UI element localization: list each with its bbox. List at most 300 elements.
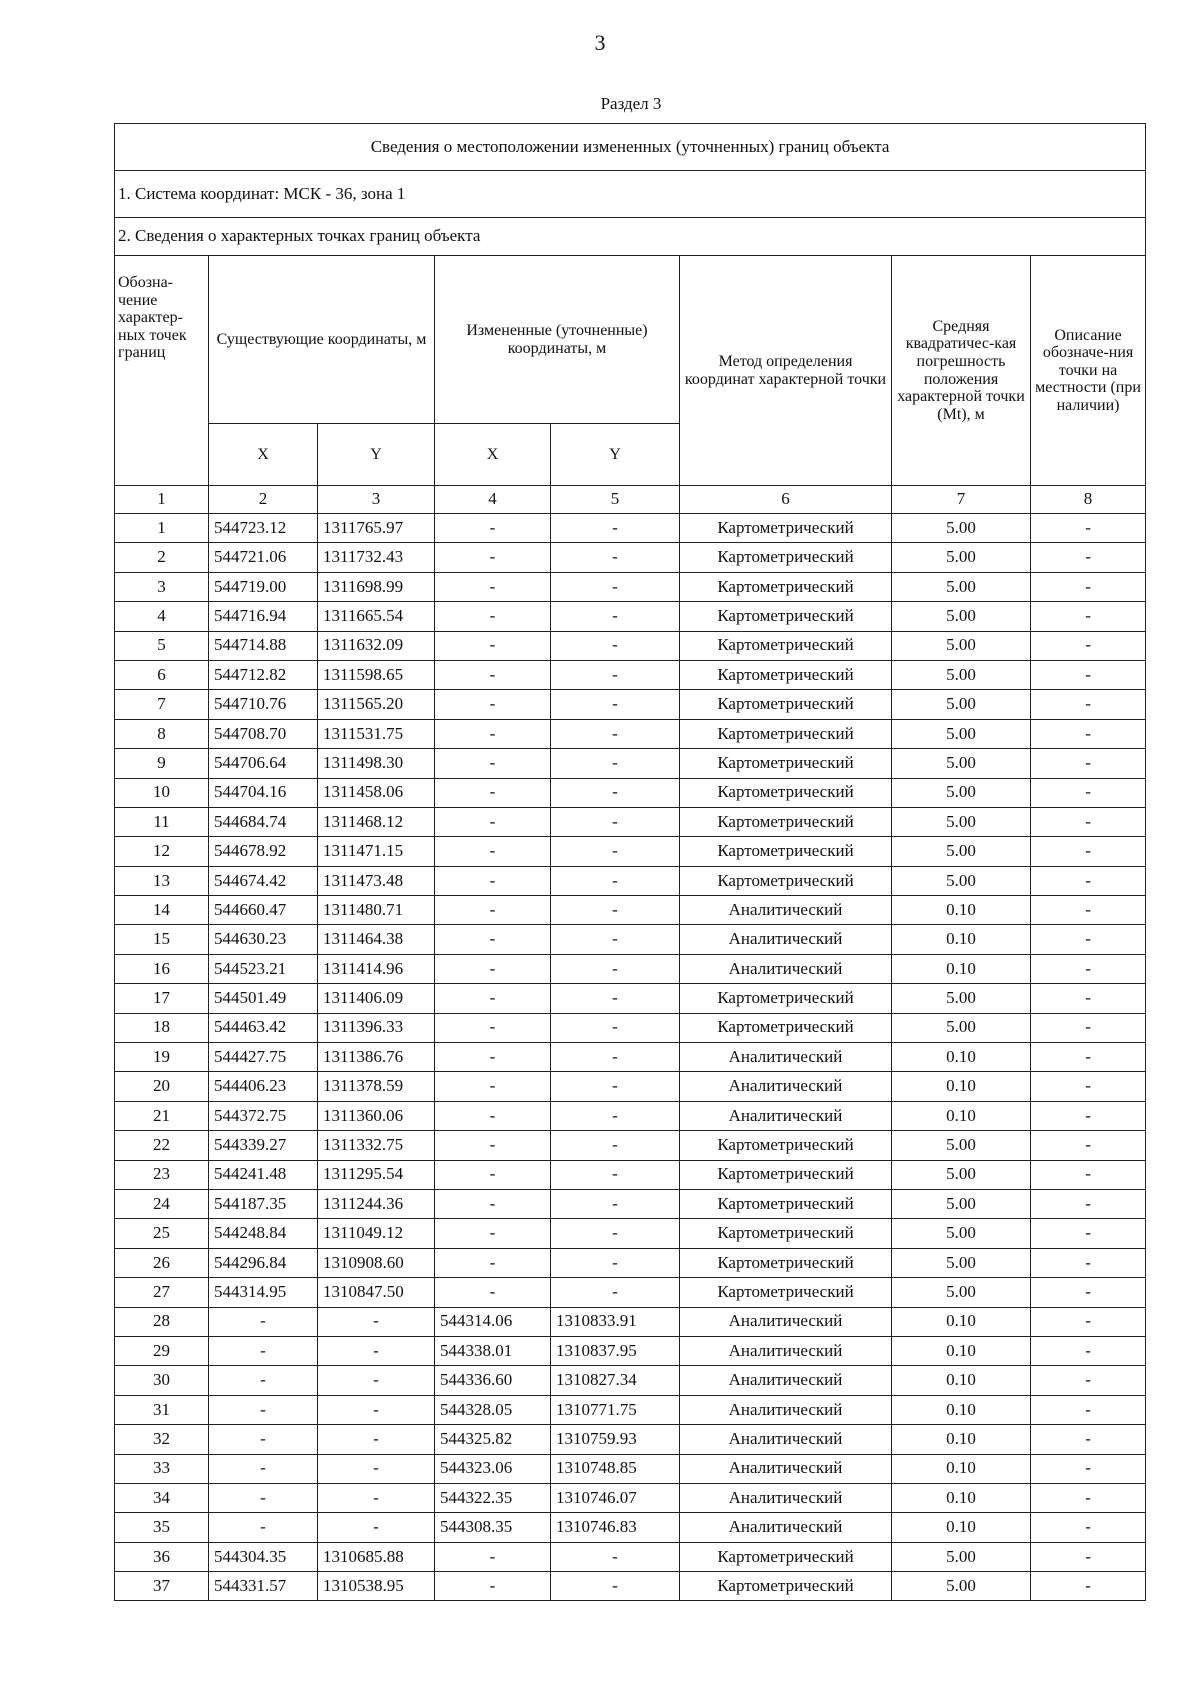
method: Картометрический — [680, 1248, 892, 1277]
description: - — [1031, 1542, 1146, 1571]
existing-y: - — [318, 1307, 435, 1336]
existing-y: - — [318, 1483, 435, 1512]
changed-y: - — [551, 514, 680, 543]
changed-x: 544308.35 — [435, 1513, 551, 1542]
header-changed-x: X — [435, 424, 551, 486]
column-number: 5 — [551, 486, 680, 514]
description: - — [1031, 1572, 1146, 1601]
point-number: 21 — [115, 1101, 209, 1130]
method: Картометрический — [680, 514, 892, 543]
method: Аналитический — [680, 1101, 892, 1130]
column-number-row — [115, 486, 1146, 514]
point-number: 3 — [115, 572, 209, 601]
changed-x: 544338.01 — [435, 1336, 551, 1365]
changed-y: - — [551, 1160, 680, 1189]
header-changed-y: Y — [551, 424, 680, 486]
table-row — [115, 896, 1146, 925]
changed-x: - — [435, 660, 551, 689]
method: Аналитический — [680, 1513, 892, 1542]
table-row — [115, 1189, 1146, 1218]
table-row — [115, 1278, 1146, 1307]
point-number: 17 — [115, 984, 209, 1013]
accuracy: 5.00 — [892, 1572, 1031, 1601]
existing-y: 1311406.09 — [318, 984, 435, 1013]
changed-x: - — [435, 1542, 551, 1571]
changed-x: - — [435, 543, 551, 572]
changed-x: 544325.82 — [435, 1425, 551, 1454]
existing-y: - — [318, 1395, 435, 1424]
header-designation: Обозна-чение характер-ных точек границ — [115, 256, 209, 486]
description: - — [1031, 1219, 1146, 1248]
point-number: 24 — [115, 1189, 209, 1218]
existing-x: 544716.94 — [209, 602, 318, 631]
existing-y: 1310847.50 — [318, 1278, 435, 1307]
point-number: 29 — [115, 1336, 209, 1365]
table-row — [115, 1219, 1146, 1248]
accuracy: 5.00 — [892, 837, 1031, 866]
table-row — [115, 925, 1146, 954]
method: Картометрический — [680, 984, 892, 1013]
changed-y: - — [551, 1189, 680, 1218]
accuracy: 5.00 — [892, 1013, 1031, 1042]
changed-x: - — [435, 954, 551, 983]
method: Картометрический — [680, 1219, 892, 1248]
changed-x: - — [435, 1572, 551, 1601]
changed-x: - — [435, 984, 551, 1013]
existing-y: 1311598.65 — [318, 660, 435, 689]
existing-x: 544304.35 — [209, 1542, 318, 1571]
point-number: 19 — [115, 1043, 209, 1072]
table-row — [115, 1131, 1146, 1160]
existing-x: 544427.75 — [209, 1043, 318, 1072]
description: - — [1031, 954, 1146, 983]
page-number: 3 — [594, 30, 606, 55]
accuracy: 5.00 — [892, 1160, 1031, 1189]
existing-y: 1311471.15 — [318, 837, 435, 866]
description: - — [1031, 749, 1146, 778]
existing-y: - — [318, 1366, 435, 1395]
table-row — [115, 1542, 1146, 1571]
changed-y: - — [551, 837, 680, 866]
method: Картометрический — [680, 631, 892, 660]
table-row — [115, 690, 1146, 719]
point-number: 26 — [115, 1248, 209, 1277]
changed-x: - — [435, 1248, 551, 1277]
description: - — [1031, 1072, 1146, 1101]
existing-x: 544721.06 — [209, 543, 318, 572]
accuracy: 5.00 — [892, 984, 1031, 1013]
column-number: 1 — [115, 486, 209, 514]
description: - — [1031, 925, 1146, 954]
point-number: 33 — [115, 1454, 209, 1483]
changed-y: - — [551, 572, 680, 601]
point-number: 6 — [115, 660, 209, 689]
point-number: 4 — [115, 602, 209, 631]
changed-y: 1310827.34 — [551, 1366, 680, 1395]
changed-y: - — [551, 543, 680, 572]
accuracy: 0.10 — [892, 1307, 1031, 1336]
accuracy: 0.10 — [892, 1395, 1031, 1424]
header-method: Метод определения координат характерной точки — [680, 256, 892, 486]
table-row — [115, 1483, 1146, 1512]
changed-y: 1310746.83 — [551, 1513, 680, 1542]
table-row — [115, 866, 1146, 895]
existing-y: 1311665.54 — [318, 602, 435, 631]
point-number: 15 — [115, 925, 209, 954]
method: Картометрический — [680, 1189, 892, 1218]
existing-x: 544678.92 — [209, 837, 318, 866]
changed-y: - — [551, 1013, 680, 1042]
existing-x: 544523.21 — [209, 954, 318, 983]
table-row — [115, 631, 1146, 660]
changed-x: - — [435, 514, 551, 543]
changed-y: - — [551, 602, 680, 631]
changed-y: 1310746.07 — [551, 1483, 680, 1512]
existing-x: 544463.42 — [209, 1013, 318, 1042]
existing-y: 1311378.59 — [318, 1072, 435, 1101]
existing-x: 544708.70 — [209, 719, 318, 748]
header-existing-x: X — [209, 424, 318, 486]
changed-y: - — [551, 1542, 680, 1571]
existing-x: 544674.42 — [209, 866, 318, 895]
changed-x: 544323.06 — [435, 1454, 551, 1483]
header-changed-coordinates: Измененные (уточненные) координаты, м — [435, 256, 680, 424]
table-row — [115, 1072, 1146, 1101]
description: - — [1031, 807, 1146, 836]
changed-y: - — [551, 631, 680, 660]
description: - — [1031, 1454, 1146, 1483]
changed-x: 544314.06 — [435, 1307, 551, 1336]
description: - — [1031, 1307, 1146, 1336]
accuracy: 0.10 — [892, 954, 1031, 983]
method: Картометрический — [680, 572, 892, 601]
table-row — [115, 719, 1146, 748]
table-row — [115, 514, 1146, 543]
method: Картометрический — [680, 1278, 892, 1307]
accuracy: 5.00 — [892, 543, 1031, 572]
accuracy: 5.00 — [892, 866, 1031, 895]
existing-x: 544660.47 — [209, 896, 318, 925]
point-number: 36 — [115, 1542, 209, 1571]
changed-x: 544328.05 — [435, 1395, 551, 1424]
changed-x: - — [435, 690, 551, 719]
description: - — [1031, 896, 1146, 925]
changed-y: - — [551, 807, 680, 836]
existing-x: 544331.57 — [209, 1572, 318, 1601]
table-row — [115, 1395, 1146, 1424]
accuracy: 5.00 — [892, 690, 1031, 719]
table-row — [115, 602, 1146, 631]
point-number: 8 — [115, 719, 209, 748]
changed-x: - — [435, 1278, 551, 1307]
accuracy: 0.10 — [892, 1366, 1031, 1395]
existing-x: 544712.82 — [209, 660, 318, 689]
existing-y: 1311531.75 — [318, 719, 435, 748]
existing-x: - — [209, 1307, 318, 1336]
existing-y: 1311458.06 — [318, 778, 435, 807]
column-number: 6 — [680, 486, 892, 514]
description: - — [1031, 1160, 1146, 1189]
table-row — [115, 778, 1146, 807]
changed-x: - — [435, 778, 551, 807]
accuracy: 5.00 — [892, 1278, 1031, 1307]
point-number: 28 — [115, 1307, 209, 1336]
existing-x: - — [209, 1395, 318, 1424]
accuracy: 5.00 — [892, 1189, 1031, 1218]
existing-y: 1311632.09 — [318, 631, 435, 660]
accuracy: 5.00 — [892, 719, 1031, 748]
changed-y: - — [551, 1131, 680, 1160]
description: - — [1031, 1101, 1146, 1130]
table-row — [115, 1425, 1146, 1454]
changed-y: - — [551, 1572, 680, 1601]
existing-x: 544339.27 — [209, 1131, 318, 1160]
table-row — [115, 1013, 1146, 1042]
existing-y: 1311049.12 — [318, 1219, 435, 1248]
accuracy: 5.00 — [892, 602, 1031, 631]
accuracy: 0.10 — [892, 1483, 1031, 1512]
description: - — [1031, 1336, 1146, 1365]
header-existing-y: Y — [318, 424, 435, 486]
point-number: 23 — [115, 1160, 209, 1189]
changed-x: - — [435, 1013, 551, 1042]
method: Аналитический — [680, 925, 892, 954]
existing-x: 544501.49 — [209, 984, 318, 1013]
column-number: 4 — [435, 486, 551, 514]
description: - — [1031, 719, 1146, 748]
header-accuracy: Средняя квадратичес-кая погрешность положения характерной точки (Mt), м — [892, 256, 1031, 486]
table-row — [115, 1101, 1146, 1130]
changed-y: 1310837.95 — [551, 1336, 680, 1365]
changed-x: - — [435, 1131, 551, 1160]
accuracy: 5.00 — [892, 749, 1031, 778]
changed-x: - — [435, 1043, 551, 1072]
changed-x: - — [435, 602, 551, 631]
existing-x: 544630.23 — [209, 925, 318, 954]
point-number: 18 — [115, 1013, 209, 1042]
description: - — [1031, 1278, 1146, 1307]
changed-x: - — [435, 631, 551, 660]
method: Аналитический — [680, 1307, 892, 1336]
method: Картометрический — [680, 1542, 892, 1571]
existing-x: 544248.84 — [209, 1219, 318, 1248]
method: Аналитический — [680, 1336, 892, 1365]
method: Аналитический — [680, 1043, 892, 1072]
description: - — [1031, 1425, 1146, 1454]
existing-y: 1311360.06 — [318, 1101, 435, 1130]
changed-y: - — [551, 925, 680, 954]
accuracy: 5.00 — [892, 660, 1031, 689]
changed-y: 1310759.93 — [551, 1425, 680, 1454]
existing-y: 1311565.20 — [318, 690, 435, 719]
existing-y: 1311498.30 — [318, 749, 435, 778]
accuracy: 5.00 — [892, 1131, 1031, 1160]
changed-y: 1310833.91 — [551, 1307, 680, 1336]
point-number: 16 — [115, 954, 209, 983]
header-description: Описание обозначе-ния точки на местности (при наличии) — [1031, 256, 1146, 486]
point-number: 27 — [115, 1278, 209, 1307]
changed-x: 544336.60 — [435, 1366, 551, 1395]
changed-y: - — [551, 1072, 680, 1101]
existing-y: - — [318, 1425, 435, 1454]
accuracy: 5.00 — [892, 572, 1031, 601]
point-number: 7 — [115, 690, 209, 719]
existing-y: 1311414.96 — [318, 954, 435, 983]
existing-y: 1310685.88 — [318, 1542, 435, 1571]
point-number: 22 — [115, 1131, 209, 1160]
accuracy: 0.10 — [892, 1513, 1031, 1542]
method: Картометрический — [680, 837, 892, 866]
description: - — [1031, 1043, 1146, 1072]
changed-x: - — [435, 572, 551, 601]
section-title: Раздел 3 — [600, 94, 662, 113]
description: - — [1031, 984, 1146, 1013]
changed-x: - — [435, 1072, 551, 1101]
coordinate-system: 1. Система координат: МСК - 36, зона 1 — [115, 171, 1146, 218]
description: - — [1031, 866, 1146, 895]
existing-x: - — [209, 1513, 318, 1542]
existing-y: 1311473.48 — [318, 866, 435, 895]
point-number: 37 — [115, 1572, 209, 1601]
description: - — [1031, 631, 1146, 660]
method: Картометрический — [680, 1160, 892, 1189]
existing-x: 544684.74 — [209, 807, 318, 836]
existing-y: 1311732.43 — [318, 543, 435, 572]
description: - — [1031, 837, 1146, 866]
description: - — [1031, 1366, 1146, 1395]
existing-y: 1311332.75 — [318, 1131, 435, 1160]
existing-y: 1310908.60 — [318, 1248, 435, 1277]
accuracy: 0.10 — [892, 1336, 1031, 1365]
existing-x: 544372.75 — [209, 1101, 318, 1130]
description: - — [1031, 778, 1146, 807]
description: - — [1031, 572, 1146, 601]
description: - — [1031, 514, 1146, 543]
column-number: 7 — [892, 486, 1031, 514]
accuracy: 0.10 — [892, 1454, 1031, 1483]
table-row — [115, 1248, 1146, 1277]
table-row — [115, 1366, 1146, 1395]
description: - — [1031, 1483, 1146, 1512]
table-title: Сведения о местоположении измененных (уточненных) границ объекта — [115, 124, 1146, 171]
existing-x: 544714.88 — [209, 631, 318, 660]
existing-y: - — [318, 1336, 435, 1365]
existing-x: 544296.84 — [209, 1248, 318, 1277]
boundary-points-table — [114, 123, 1146, 1601]
point-number: 25 — [115, 1219, 209, 1248]
changed-x: - — [435, 719, 551, 748]
changed-x: - — [435, 1189, 551, 1218]
method: Картометрический — [680, 778, 892, 807]
existing-x: 544241.48 — [209, 1160, 318, 1189]
column-number: 2 — [209, 486, 318, 514]
table-row — [115, 660, 1146, 689]
existing-x: 544314.95 — [209, 1278, 318, 1307]
existing-y: 1311295.54 — [318, 1160, 435, 1189]
method: Картометрический — [680, 1131, 892, 1160]
method: Аналитический — [680, 1454, 892, 1483]
table-row — [115, 1307, 1146, 1336]
changed-x: - — [435, 1219, 551, 1248]
description: - — [1031, 1189, 1146, 1218]
accuracy: 0.10 — [892, 1425, 1031, 1454]
existing-y: 1311468.12 — [318, 807, 435, 836]
existing-x: - — [209, 1425, 318, 1454]
description: - — [1031, 543, 1146, 572]
accuracy: 0.10 — [892, 1101, 1031, 1130]
method: Картометрический — [680, 602, 892, 631]
existing-x: 544719.00 — [209, 572, 318, 601]
point-number: 12 — [115, 837, 209, 866]
changed-y: - — [551, 690, 680, 719]
description: - — [1031, 660, 1146, 689]
description: - — [1031, 602, 1146, 631]
table-row — [115, 1513, 1146, 1542]
changed-y: - — [551, 749, 680, 778]
description: - — [1031, 690, 1146, 719]
existing-x: - — [209, 1454, 318, 1483]
existing-y: - — [318, 1513, 435, 1542]
description: - — [1031, 1131, 1146, 1160]
table-row — [115, 954, 1146, 983]
method: Аналитический — [680, 1425, 892, 1454]
table-row — [115, 1572, 1146, 1601]
existing-y: 1311480.71 — [318, 896, 435, 925]
point-number: 5 — [115, 631, 209, 660]
changed-y: - — [551, 866, 680, 895]
method: Аналитический — [680, 1483, 892, 1512]
changed-y: - — [551, 660, 680, 689]
point-number: 32 — [115, 1425, 209, 1454]
changed-x: - — [435, 896, 551, 925]
description: - — [1031, 1513, 1146, 1542]
changed-y: - — [551, 1219, 680, 1248]
table-row — [115, 1160, 1146, 1189]
table-row — [115, 572, 1146, 601]
table-row — [115, 837, 1146, 866]
description: - — [1031, 1248, 1146, 1277]
method: Картометрический — [680, 1013, 892, 1042]
existing-y: - — [318, 1454, 435, 1483]
existing-x: 544406.23 — [209, 1072, 318, 1101]
method: Аналитический — [680, 1366, 892, 1395]
table-row — [115, 807, 1146, 836]
point-number: 30 — [115, 1366, 209, 1395]
changed-y: - — [551, 1248, 680, 1277]
changed-y: - — [551, 896, 680, 925]
method: Картометрический — [680, 719, 892, 748]
accuracy: 0.10 — [892, 896, 1031, 925]
changed-x: - — [435, 866, 551, 895]
existing-y: 1310538.95 — [318, 1572, 435, 1601]
accuracy: 5.00 — [892, 1248, 1031, 1277]
accuracy: 0.10 — [892, 1043, 1031, 1072]
existing-x: 544187.35 — [209, 1189, 318, 1218]
column-number: 3 — [318, 486, 435, 514]
method: Картометрический — [680, 543, 892, 572]
changed-x: 544322.35 — [435, 1483, 551, 1512]
changed-y: - — [551, 984, 680, 1013]
method: Аналитический — [680, 954, 892, 983]
changed-y: - — [551, 1101, 680, 1130]
existing-x: 544706.64 — [209, 749, 318, 778]
existing-y: 1311386.76 — [318, 1043, 435, 1072]
table-row — [115, 1043, 1146, 1072]
changed-y: 1310748.85 — [551, 1454, 680, 1483]
point-number: 13 — [115, 866, 209, 895]
existing-x: 544710.76 — [209, 690, 318, 719]
table-row — [115, 1454, 1146, 1483]
